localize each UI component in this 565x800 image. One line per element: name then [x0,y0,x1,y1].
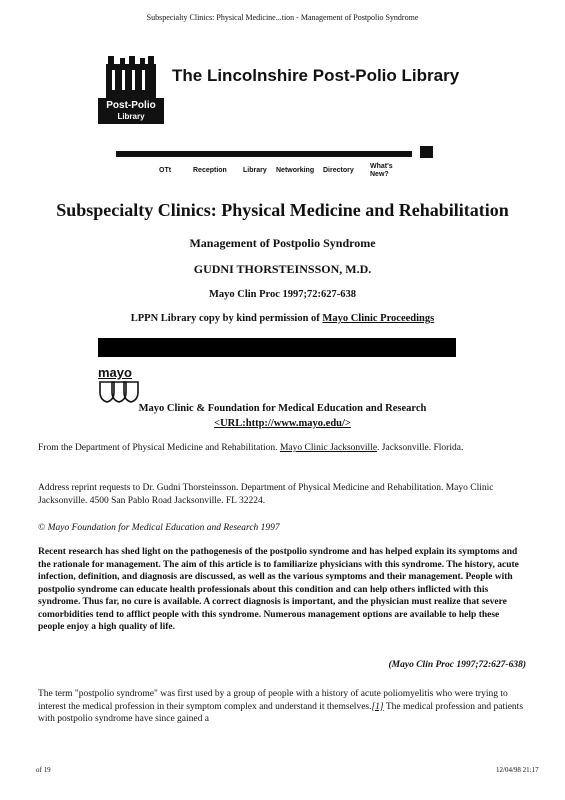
copyright-line: © Mayo Foundation for Medical Education and Research 1997 [38,523,280,533]
nav-bar-icon [420,146,433,158]
print-header: Subspecialty Clinics: Physical Medicine...tion - Management of Postpolio Syndrome [146,13,419,22]
abstract-paragraph: Recent research has shed light on the pathogenesis of the postpolio syndrome and has helped explain its symptoms and the rationale for management. The aim of this article is to familiarize physicians with this syndrome. The history, acute infection, definition, and diagnosis are discussed, as well as the various symptoms and their management. People with postpolio syndrome can educate health professionals about this condition and can help others inflicted with this syndrome. Thus far, no cure is available. A correct diagnosis is important, and the physician must realize that severe comorbidities tend to afflict people with this syndrome. Numerous management options are available to help these people enjoy a high quality of life. [38,547,519,632]
article-author: GUDNI THORSTEINSSON, M.D. [193,262,372,276]
nav-whats-new[interactable]: What's New? [370,163,393,178]
divider-bar [98,338,456,357]
logo-text-line1: Post-Polio [106,100,156,111]
intro-text-1: The term "postpolio syndrome" was first used by a group of people with a history of acute poliomyelitis who were trying to interest the medical profession in their symptom complex and understand it themselves. [38,689,508,712]
org-name: Mayo Clinic & Foundation for Medical Education and Research [138,403,427,414]
permission-line [0,313,565,324]
footer-datetime: 12/04/98 21:17 [496,766,539,774]
post-polio-library-logo[interactable] [98,56,164,126]
nav-reception[interactable]: Reception [193,167,227,174]
department-paragraph [38,442,526,455]
abstract-citation: (Mayo Clin Proc 1997;72:627-638) [388,660,526,670]
nav-library[interactable]: Library [243,167,267,174]
article-title: Subspecialty Clinics: Physical Medicine and Rehabilitation [56,200,509,220]
dept-suffix: . Jacksonville. Florida. [377,443,464,453]
permission-prefix: LPPN Library copy by kind permission of [130,313,323,324]
mayo-shields-icon [98,380,142,404]
intro-text-2: The medical profession and patients with postpolio syndrome have since gained a [38,701,524,724]
mayo-logo-text: mayo [98,365,132,380]
nav-networking[interactable]: Networking [276,167,315,174]
site-title: The Lincolnshire Post-Polio Library [172,66,460,85]
mayo-url-link[interactable]: <URL:http://www.mayo.edu/> [214,418,351,429]
mayo-logo[interactable] [98,366,142,406]
intro-paragraph [38,688,526,726]
mayo-proceedings-link[interactable]: Mayo Clinic Proceedings [322,313,435,324]
footer-page-number: of 19 [36,766,51,774]
address-paragraph: Address reprint requests to Dr. Gudni Thorsteinsson. Department of Physical Medicine and Rehabilitation. Mayo Clinic Jacksonville. 4500 San Pablo Road Jacksonville. FL 32224. [38,483,494,506]
dept-prefix: From the Department of Physical Medicine and Rehabilitation. [38,443,280,453]
nav-directory[interactable]: Directory [323,167,354,174]
article-citation: Mayo Clin Proc 1997;72:627-638 [208,289,357,300]
reference-link-1[interactable]: [1] [371,701,384,712]
nav-bar-line [116,151,412,157]
article-subtitle: Management of Postpolio Syndrome [189,236,376,250]
logo-text-line2: Library [117,112,145,121]
mayo-jacksonville-link[interactable]: Mayo Clinic Jacksonville [279,443,378,453]
nav-ott[interactable]: OTt [159,167,172,174]
